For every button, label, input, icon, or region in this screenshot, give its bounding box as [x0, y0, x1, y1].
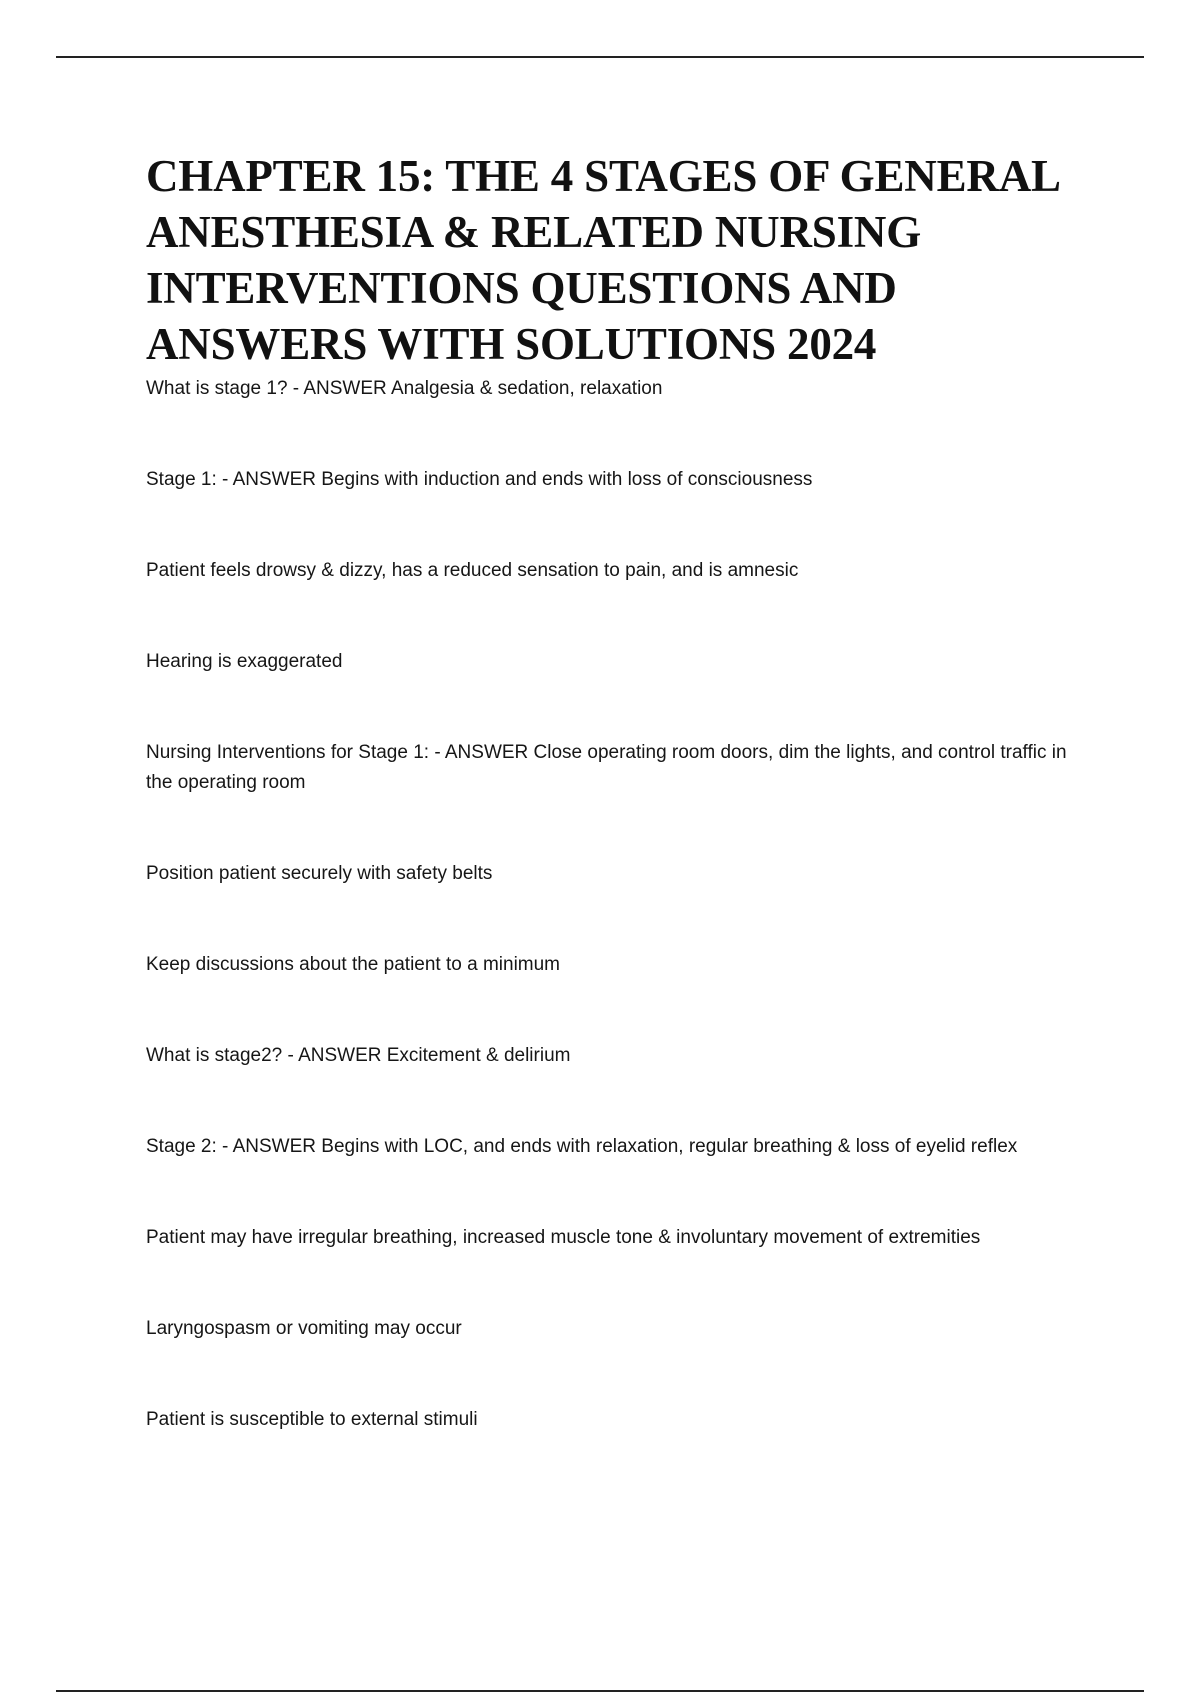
bottom-rule — [56, 1690, 1144, 1692]
qa-entry-10: Patient may have irregular breathing, increased muscle tone & involuntary movement of extremities — [146, 1227, 981, 1248]
qa-entry-7: Keep discussions about the patient to a minimum — [146, 954, 561, 975]
qa-entry-6: Position patient securely with safety belts — [146, 863, 493, 884]
qa-entry-4: Hearing is exaggerated — [146, 651, 343, 672]
top-rule — [56, 56, 1144, 58]
qa-entry-12: Patient is susceptible to external stimuli — [146, 1409, 478, 1430]
qa-entry-8: What is stage2? - ANSWER Excitement & delirium — [146, 1045, 571, 1066]
qa-entry-1: What is stage 1? - ANSWER Analgesia & sedation, relaxation — [146, 378, 663, 399]
qa-entry-3: Patient feels drowsy & dizzy, has a reduced sensation to pain, and is amnesic — [146, 560, 799, 581]
qa-entry-11: Laryngospasm or vomiting may occur — [146, 1318, 462, 1339]
qa-list — [146, 374, 1086, 1435]
qa-entry-5: Nursing Interventions for Stage 1: - ANSWER Close operating room doors, dim the lights, and control traffic in the operating room — [146, 742, 1067, 793]
document-title: CHAPTER 15: THE 4 STAGES OF GENERAL ANESTHESIA & RELATED NURSING INTERVENTIONS QUESTIONS AND ANSWERS WITH SOLUTIONS 2024 — [146, 151, 1059, 369]
qa-entry-9: Stage 2: - ANSWER Begins with LOC, and ends with relaxation, regular breathing & loss of eyelid reflex — [146, 1136, 1018, 1157]
document-body — [146, 148, 1086, 1496]
qa-entry-2: Stage 1: - ANSWER Begins with induction and ends with loss of consciousness — [146, 469, 813, 490]
